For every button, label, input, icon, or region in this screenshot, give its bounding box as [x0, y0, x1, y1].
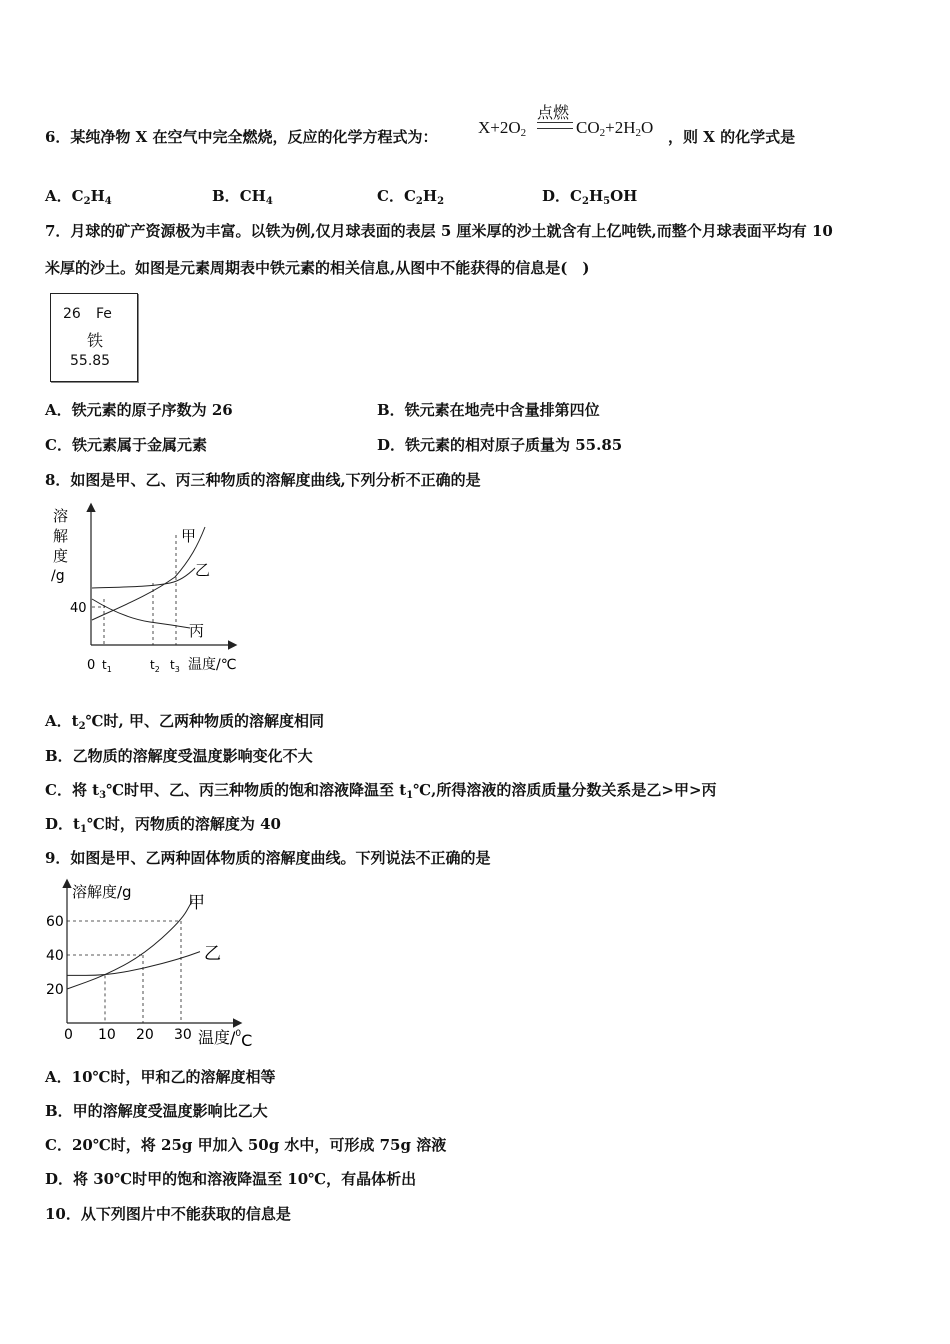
- q8-ylabel-2: 解: [53, 527, 69, 545]
- equation-equals: [537, 122, 573, 129]
- q9-option-d[interactable]: D．将 30℃时甲的饱和溶液降温至 10℃，有晶体析出: [45, 1170, 417, 1188]
- element-symbol: Fe: [96, 306, 112, 322]
- q8-xtick-t1: $t_1$: [102, 658, 112, 674]
- q6-option-c[interactable]: C．$C_2H_2$: [377, 187, 445, 207]
- q9-option-b[interactable]: B．甲的溶解度受温度影响比乙大: [45, 1102, 268, 1120]
- q8-ytick-40: 40: [70, 601, 87, 616]
- element-name: 铁: [87, 331, 104, 350]
- q8-option-d[interactable]: D．$t_1℃$时，丙物质的溶解度为 40: [45, 815, 281, 835]
- q7-option-a[interactable]: A．铁元素的原子序数为 26: [45, 401, 233, 419]
- equation-right: $CO_2+2H_2O$: [576, 118, 654, 139]
- q7-option-c[interactable]: C．铁元素属于金属元素: [45, 436, 207, 454]
- q8-xtick-t2: $t_2$: [150, 658, 160, 674]
- q7-option-d[interactable]: D．铁元素的相对原子质量为 55.85: [377, 436, 623, 454]
- q7-stem-line2: 米厚的沙土。如图是元素周期表中铁元素的相关信息,从图中不能获得的信息是( ): [45, 259, 590, 277]
- q9-xtick-10: 10: [98, 1027, 116, 1043]
- q9-stem: 9．如图是甲、乙两种固体物质的溶解度曲线。下列说法不正确的是: [45, 849, 491, 867]
- q8-label-bing: 丙: [189, 622, 205, 640]
- q9-option-c[interactable]: C．20℃时，将 25g 甲加入 50g 水中，可形成 75g 溶液: [45, 1136, 447, 1154]
- q6-option-d[interactable]: D．$C_2H_5OH$: [542, 187, 638, 207]
- atomic-number: 26: [63, 306, 81, 322]
- q8-origin: 0: [87, 658, 96, 673]
- q6-option-b[interactable]: B．$CH_4$: [212, 187, 273, 207]
- q8-xtick-t3: $t_3$: [170, 658, 180, 674]
- q9-ylabel: 溶解度/g: [72, 883, 132, 901]
- q8-xlabel: 温度/℃: [188, 657, 237, 673]
- q9-solubility-chart: [40, 875, 280, 1055]
- q10-stem: 10．从下列图片中不能获取的信息是: [45, 1205, 291, 1223]
- q9-ytick-20: 20: [46, 982, 64, 998]
- q7-stem-line1: 7．月球的矿产资源极为丰富。以铁为例,仅月球表面的表层 5 厘米厚的沙土就含有上亿吨铁,而整个月球表面平均有 10: [45, 222, 833, 240]
- q6-stem-a: 6．某纯净物 X 在空气中完全燃烧，反应的化学方程式为：: [45, 128, 438, 146]
- q9-xtick-30: 30: [174, 1027, 192, 1043]
- q8-option-c[interactable]: C．将 $t_3℃$时甲、乙、丙三种物质的饱和溶液降温至 $t_1℃$,所得溶液的溶质质量分数关系是乙>甲>丙: [45, 781, 717, 801]
- q9-option-a[interactable]: A．10℃时，甲和乙的溶解度相等: [45, 1068, 276, 1086]
- q8-option-b[interactable]: B．乙物质的溶解度受温度影响变化不大: [45, 747, 313, 765]
- q8-ylabel-1: 溶: [53, 507, 69, 525]
- q8-ylabel-unit: /g: [51, 568, 65, 584]
- q9-label-yi: 乙: [204, 944, 221, 964]
- q9-xtick-0: 0: [64, 1027, 73, 1043]
- iron-element-card: [50, 293, 138, 382]
- q8-label-yi: 乙: [195, 561, 211, 579]
- q8-ylabel-3: 度: [53, 547, 69, 565]
- equation-condition: 点燃: [537, 105, 570, 122]
- q7-option-b[interactable]: B．铁元素在地壳中含量排第四位: [377, 401, 600, 419]
- q9-xtick-20: 20: [136, 1027, 154, 1043]
- q9-xlabel: 温度/$^0$C: [198, 1028, 253, 1050]
- atomic-mass: 55.85: [70, 353, 111, 369]
- q9-label-jia: 甲: [188, 893, 205, 913]
- q6-stem-b: ，则 X 的化学式是: [668, 128, 796, 146]
- q8-option-a[interactable]: A．$t_2℃$时, 甲、乙两种物质的溶解度相同: [45, 712, 324, 732]
- q9-ytick-40: 40: [46, 948, 64, 964]
- q8-label-jia: 甲: [181, 527, 197, 545]
- equation-left: $X+2O_2$: [478, 118, 527, 139]
- q9-ytick-60: 60: [46, 914, 64, 930]
- q8-solubility-chart: [40, 495, 260, 680]
- q8-stem: 8．如图是甲、乙、丙三种物质的溶解度曲线,下列分析不正确的是: [45, 471, 481, 489]
- q6-option-a[interactable]: A．$C_2H_4$: [45, 187, 112, 207]
